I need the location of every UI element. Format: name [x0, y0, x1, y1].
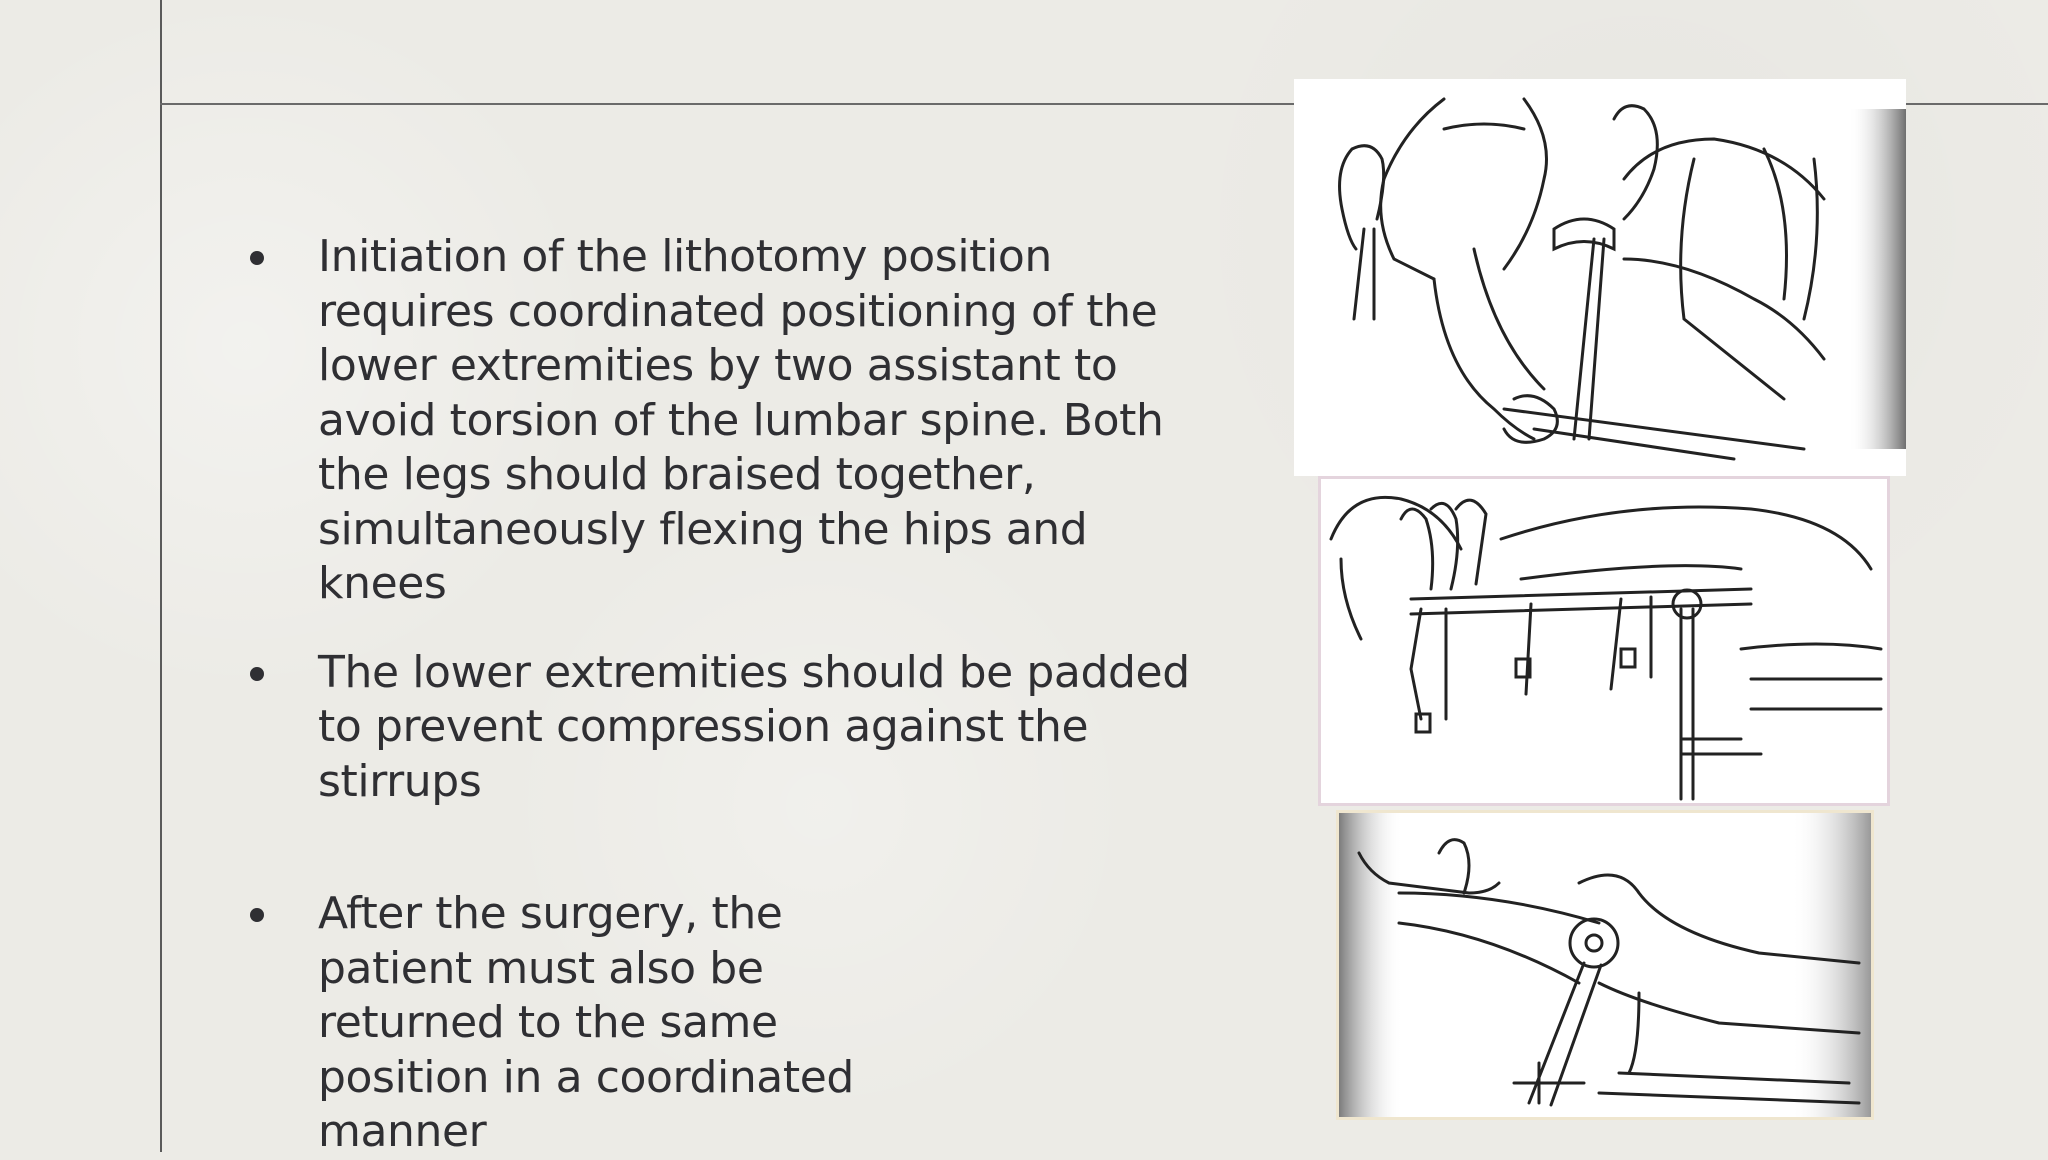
bullet-item	[240, 646, 1218, 810]
bullet-dot-icon	[250, 251, 264, 265]
bullet-dot-icon	[250, 908, 264, 922]
left-divider-line	[160, 0, 162, 1152]
bullet-text: The lower extremities should be padded to prevent compression against the stirrups	[318, 646, 1190, 807]
knee-crutch-illustration-icon	[1336, 810, 1874, 1120]
bullet-text: After the surgery, the patient must also be returned to the same position in a coordinated manner	[318, 888, 854, 1157]
bullet-dot-icon	[250, 667, 264, 681]
bullet-list	[240, 230, 1200, 1160]
lithotomy-assistant-illustration-icon	[1294, 79, 1906, 476]
bullet-item	[240, 230, 1208, 612]
stirrup-leg-support-illustration-icon	[1318, 476, 1890, 806]
bullet-item	[240, 887, 938, 1160]
bullet-text: Initiation of the lithotomy position requires coordinated positioning of the lower extremities by two assistant to avoid torsion of the lumbar spine. Both the legs should braised together, simultaneously flexing the hips and knees	[318, 231, 1164, 609]
